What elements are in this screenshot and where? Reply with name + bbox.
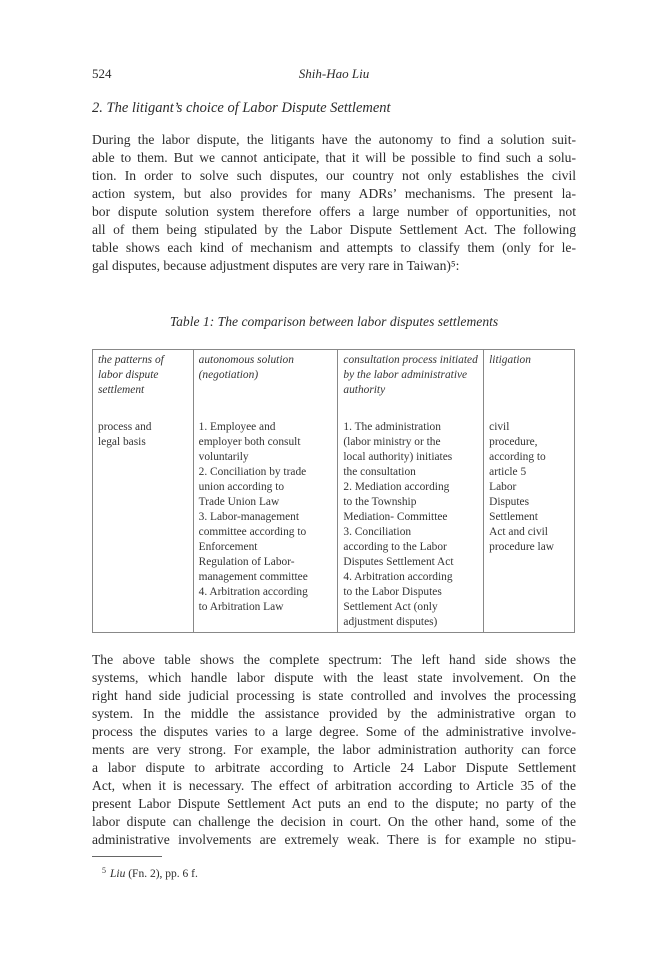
text-line: labor dispute can challenge the decision in court. On the other hand, some of the	[92, 814, 576, 829]
header-cell-patterns	[93, 350, 194, 418]
cell-line: legal basis	[98, 436, 146, 448]
cell-line: Act and civil	[489, 526, 548, 538]
autonomous-cell	[193, 417, 338, 633]
text-line: gal disputes, because adjustment disputes are very rare in Taiwan)⁵:	[92, 258, 460, 273]
cell-line: initiated by the labor	[343, 354, 478, 381]
cell-line: committee according to	[198, 526, 307, 538]
cell-line: procedure law	[489, 541, 554, 553]
book-page	[92, 0, 576, 973]
cell-line: (negotiation)	[198, 369, 259, 381]
cell-line: autonomous solution	[198, 354, 294, 366]
footnote	[102, 866, 198, 880]
cell-line: 1. Employee and	[198, 421, 276, 433]
text-line: administrative involvements are extremely weak. There is for example no stipu-	[92, 832, 576, 847]
header-cell-autonomous	[193, 350, 338, 418]
cell-line: 3. Conciliation	[343, 526, 412, 538]
cell-line: adjustment disputes)	[343, 616, 438, 628]
text-line: a labor dispute to arbitrate according to Article 24 Labor Dispute Settlement	[92, 760, 576, 775]
cell-line: procedure,	[489, 436, 538, 448]
page-header	[92, 66, 576, 84]
cell-line: settlement	[98, 384, 145, 396]
cell-line: litigation	[489, 354, 531, 366]
cell-line: 4. Arbitration according	[198, 586, 308, 598]
cell-line: Trade Union Law	[198, 496, 280, 508]
text-line: systems, which handle labor dispute with the least state involvement. On the	[92, 670, 576, 685]
table-header-row	[93, 350, 575, 418]
paragraph-analysis	[92, 651, 576, 849]
cell-line: 3. Labor-management	[198, 511, 299, 523]
cell-line: 4. Arbitration according	[343, 571, 453, 583]
text-line: present Labor Dispute Settlement Act puts an end to the dispute; no party of the	[92, 796, 576, 811]
text-line: action system, but also provides for many ADRs’ mechanisms. The present la-	[92, 186, 576, 201]
consultation-cell	[338, 417, 484, 633]
section-heading: 2. The litigant’s choice of Labor Dispute Settlement	[92, 100, 391, 116]
footnote-text: (Fn. 2), pp. 6 f.	[125, 868, 198, 880]
cell-line: to Arbitration Law	[198, 601, 284, 613]
comparison-table	[92, 349, 575, 633]
cell-line: the patterns of	[98, 354, 164, 366]
cell-line: Regulation of Labor-	[198, 556, 295, 568]
cell-line: Disputes	[489, 496, 530, 508]
litigation-cell	[484, 417, 575, 633]
cell-line: Labor	[489, 481, 517, 493]
footnote-divider	[92, 856, 162, 857]
cell-line: article 5	[489, 466, 527, 478]
cell-line: voluntarily	[198, 451, 249, 463]
header-cell-litigation	[484, 350, 575, 418]
cell-line: civil	[489, 421, 510, 433]
text-line: right hand side judicial processing is state controlled and involves the processing	[92, 688, 576, 703]
text-line: table shows each kind of mechanism and attempts to classify them (only for le-	[92, 240, 576, 255]
cell-line: Enforcement	[198, 541, 258, 553]
cell-line: local authority) initiates	[343, 451, 453, 463]
cell-line: consultation process	[343, 354, 437, 366]
cell-line: Settlement	[489, 511, 538, 523]
cell-line: management committee	[198, 571, 308, 583]
text-line: all of them being stipulated by the Labor Dispute Settlement Act. The following	[92, 222, 576, 237]
row-label-cell	[93, 417, 194, 633]
cell-line: Settlement Act (only	[343, 601, 438, 613]
cell-line: Disputes Settlement Act	[343, 556, 454, 568]
cell-line: authority	[343, 384, 386, 396]
paragraph-intro	[92, 131, 576, 275]
cell-line: administrative	[401, 369, 468, 381]
cell-line: employer both consult	[198, 436, 301, 448]
footnote-author: Liu	[110, 868, 126, 880]
cell-line: union according to	[198, 481, 285, 493]
text-line: ments are very strong. For example, the labor administration authority can force	[92, 742, 576, 757]
cell-line: (labor ministry or the	[343, 436, 441, 448]
footnote-number: 5	[102, 866, 106, 875]
text-line: system. In the middle the assistance provided by the administrative organ to	[92, 706, 576, 721]
text-line: During the labor dispute, the litigants have the autonomy to find a solution suit-	[92, 132, 576, 147]
cell-line: process and	[98, 421, 152, 433]
cell-line: 1. The administration	[343, 421, 441, 433]
cell-line: the consultation	[343, 466, 416, 478]
cell-line: labor dispute	[98, 369, 159, 381]
table-caption: Table 1: The comparison between labor disputes settlements	[169, 314, 499, 329]
cell-line: 2. Mediation according	[343, 481, 450, 493]
page-number: 524	[92, 66, 112, 81]
table-row	[93, 417, 575, 633]
cell-line: to the Township	[343, 496, 417, 508]
text-line: tion. In order to solve such disputes, our country not only establishes the civil	[92, 168, 576, 183]
cell-line: Mediation- Committee	[343, 511, 448, 523]
cell-line: according to	[489, 451, 546, 463]
cell-line: to the Labor Disputes	[343, 586, 442, 598]
text-line: bor dispute solution system therefore offers a large number of opportunities, not	[92, 204, 576, 219]
cell-line: according to the Labor	[343, 541, 447, 553]
text-line: Act, when it is necessary. The effect of arbitration according to Article 35 of the	[92, 778, 576, 793]
header-cell-consultation	[338, 350, 484, 418]
text-line: process the disputes varies to a large degree. Some of the administrative involve-	[92, 724, 576, 739]
running-head: Shih-Hao Liu	[298, 66, 370, 81]
text-line: able to them. But we cannot anticipate, that it will be possible to find such a solu-	[92, 150, 576, 165]
cell-line: 2. Conciliation by trade	[198, 466, 307, 478]
text-line: The above table shows the complete spectrum: The left hand side shows the	[92, 652, 576, 667]
